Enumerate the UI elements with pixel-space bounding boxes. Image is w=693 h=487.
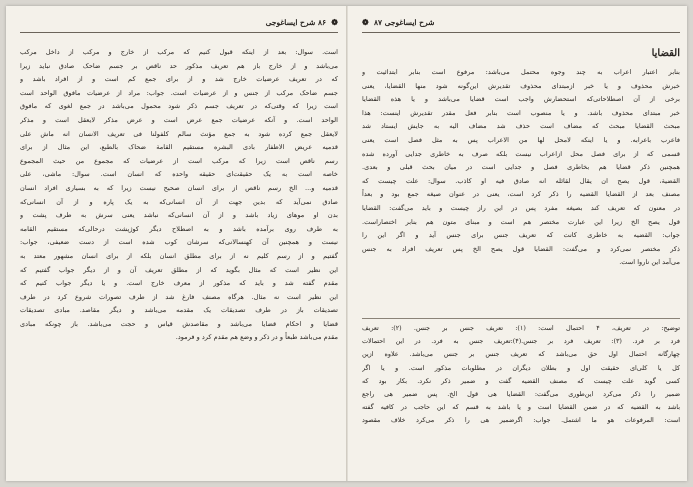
page-header [20,18,338,32]
text-line: خاصه است به یک حقیقت‌ای حقیقه واحده که انسان است. سوال: ماشی، علی [20,170,338,179]
text-line: مصنف بعد از القضایا القضیه را ذکر کرد است، یعنی در عنوان صیغه جمع بود و بعداً [362,190,680,199]
text-line: قول یصح الخ زیرا این عبارت مختصر هم است و مبنای متون هم بنابر اختصاراست. [362,217,680,226]
text-line: جواب: القضیه به خاطری کانت که تعریف جنس برای جنس آید و اگر این را [362,231,680,240]
header-ornament: ❁ [362,17,369,27]
text-line: این نظیر است که مثال بگوید که از مطلق تعریف آن و از دیگر جواب گفتیم که [20,265,338,274]
text-line: قسمی که از برای فصل محل ازاعراب نیست بلکه صرف به خاطری جدایی آورده شده [362,149,680,158]
text-line: گفتیم و از رسم کلیم نه از برای مطلق انسان بلکه از برای انسان مشهور معتد به [20,251,338,260]
footnote-line: است: المرفوعات هو ما اشتمل. جواب: اگرضمیر هی را ذکر می‌کرد خلاف مقصود [362,416,680,425]
header-title: شرح ایساغوجی ۸۷ [374,18,435,27]
footnote-line: ضمیر را ذکر می‌کرد این‌طوری می‌گفت: القضایا هی قول الخ. پس ضمیر هی راجع [362,390,680,399]
footnote-line: توضیح: در تعریف، ۴ احتمال است: (۱): تعریف جنس بر جنس. (۲): تعریف [362,324,680,332]
text-line: خبر مبتدای محذوف باشد. و یا منصوب است بنابر فعل مقدر تقدیرش اینست: هذا [362,108,680,117]
page-gutter [346,6,348,481]
text-line: به طرف روی برآمده باشد و به اصطلاح دیگر کوژپشت درحالی‌که مستقیم القامه [20,224,338,233]
page-86 [20,6,338,481]
text-line: فاعرب باعرابه. و یا اینکه لامحل لها من الاعراب پس به مثل فصل است یعنی [362,135,680,144]
page-87 [362,6,680,481]
text-line: الواحد است. و آنکه عرضیات جمع عرض است و عرض مذکر لایعقل است و مذکر [20,115,338,124]
footnote-line: چهارگانه احتمال اول حق می‌باشد که تعریف جنس بر جنس می‌باشد. علاوه ازین [362,350,680,359]
text-line: مبحث القضایا مبحث که مضاف است حذف شد مضاف الیه به جایش ایستاد شد [362,122,680,131]
footnote-line: فرد بر فرد. (۳): تعریف فرد بر جنس.(۴):تعریف جنس به فرد. در این احتمالات [362,337,680,346]
header-rule [20,32,338,33]
text-line: مقدم می‌باشد طبعاً و در ذکر و وضع هم مقدم کرد و فرمود. [175,333,338,342]
text-line: قدمیه و... الخ رسم ناقص از برای انسان صحیح نیست زیرا که به بسیاری افراد انسان [20,183,338,192]
body-text [20,46,338,446]
text-line: در معنون که تعریف کند بصیغه مفرد پس در این راز چیست و باید می‌گفت: القضایا [362,203,680,212]
text-line: مقدم گفته شد و باید که مذکور از معرف خارج است. و یا دیگر جواب کنیم که [20,279,338,288]
text-line: است زیرا که وقتی‌که در تعریف جسم ذکر شود محمول می‌باشد در جمع لغوی که مافوق [20,102,338,111]
book-spread [6,6,687,481]
text-line: همچنین ذکر قضایا هم بخاطری فصل و جدایی است در میان بحث قبلی و بعدی. [362,163,680,172]
text-line: است. سوال: بعد از اینکه قبول کنیم که مرکب از خارج و مرکب از داخل مرکب [20,48,338,56]
text-line: جسم ضاحک مرکب از جنس و از عرضیات است. جواب: مراد از عرضیات مافوق الواحد است [20,88,338,97]
text-line: قضایا و احکام قضایا می‌باشد و مقاصدش قیاس و حجت می‌باشد. باز چونکه مبادی [20,319,338,328]
text-line: رسم ناقص است زیرا که مرکب است از عرضیات که مجموع من حیث المجموع [20,156,338,165]
footnote-line: کل یا کلی‌ای حقیقت اول و بطلان دیگران در مطلوبات مذکور است. و یا اگر [362,363,680,372]
text-line: خبرش محذوف و یا خبر ازمبتدای محذوف تقدیرش این‌گونه شود منها القضایا، یعنی [362,81,680,90]
text-line: می‌باشد و از خارج باز هم تعریف مذکور حد ناقص بر جسم ضاحک صادق نباید زیرا [20,61,338,70]
footnote-line: باشد به القضیه که در ضمن القضایا است و یا باشد به قسم که این حاجب در کافیه گفته [362,403,680,412]
section-title: القضایا [651,48,680,59]
header-rule [362,32,680,33]
text-line: لایعقل جمع کرده شود به جمع مؤنث سالم کلفولنا فی تعریف الانسان انه ماش علی [20,129,338,138]
text-line: این نظیر است نه مثال. هرگاه مصنف فارغ شد از طرف تصورات شروع کرد در طرف [20,292,338,301]
header-title: ۸۶ شرح ایساغوجی [265,18,326,27]
footnote-line: کسی گوید علت چیست که مصنف القضیه گفت و ضمیر ذکر نکرد. بکار بود که [362,376,680,385]
text-line: بنابر اعتبار اعراب به چند وجوه محتمل می‌باشد: مرفوع است بنابر ابتدائیت و [362,68,680,76]
text-line: می‌آمد این ناروا است. [619,258,680,267]
text-line: القضیة، قول یصح ان یقال لقائله انه صادق فیه او کاذب. سوال: علت چیست که [362,176,680,185]
text-line: ذکر مختصر نمی‌کرد و می‌گفت: القضایا قول یصح الخ پس تعریف افراد به جنس [362,244,680,253]
header-ornament: ❁ [331,17,338,27]
text-line: بدن او موهای زیاد باشد و از آن انسانی‌که نباشد یعنی سرش به طرف پشت و [20,211,338,220]
text-line: نیست و همچنین آن کهنسالانی‌که سرشان کوب شده است از دست ضعیفی، جواب: [20,238,338,247]
text-line: برخی از آن اصطلاحاتی‌که استحضارش واجب است قضایا می‌باشد و یا هذه القضایا [362,95,680,104]
page-header [362,18,680,32]
text-line: صادق نمی‌آید که بدین جهت از آن انسانی‌که به یک پاره و از آن انسانی‌که [20,197,338,206]
body-text [362,66,680,270]
text-line: تصدیقات باز در طرف تصدیقات یک مقدمه می‌باشد و دیگر مقاصد. مبادی تصدیقات [20,306,338,315]
footnotes [362,322,680,428]
footnote-rule [362,318,680,319]
text-line: قدمیه عریض الاظفار بادی البشره مستقیم القامة ضحاک بالطبع، این مثال از برای [20,143,338,152]
text-line: که در تعریف عرضیات خارج شد و از برای جمع کم است و از افراد باشد و [20,75,338,84]
